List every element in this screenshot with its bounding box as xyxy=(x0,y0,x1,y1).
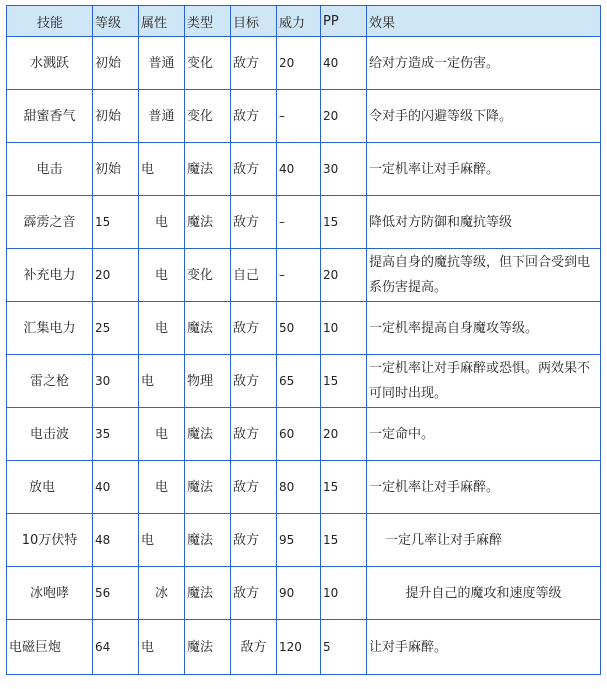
cell-effect: 让对手麻醉。 xyxy=(367,620,601,675)
cell-skill: 放电 xyxy=(7,461,93,514)
table-row xyxy=(7,249,601,302)
cell-skill: 电击波 xyxy=(7,408,93,461)
cell-level: 30 xyxy=(93,355,139,408)
cell-power: 40 xyxy=(277,143,321,196)
cell-pp: 20 xyxy=(321,90,367,143)
cell-power: 95 xyxy=(277,514,321,567)
header-pp: PP xyxy=(321,6,367,37)
cell-type: 魔法 xyxy=(185,302,231,355)
cell-power: – xyxy=(277,90,321,143)
cell-type: 魔法 xyxy=(185,143,231,196)
cell-skill: 电磁巨炮 xyxy=(7,620,93,675)
table-row xyxy=(7,408,601,461)
cell-level: 15 xyxy=(93,196,139,249)
cell-type: 物理 xyxy=(185,355,231,408)
cell-skill: 补充电力 xyxy=(7,249,93,302)
header-row xyxy=(7,6,601,37)
table-row xyxy=(7,514,601,567)
cell-attribute: 电 xyxy=(139,461,185,514)
cell-target: 敌方 xyxy=(231,620,277,675)
cell-attribute: 电 xyxy=(139,408,185,461)
header-target: 目标 xyxy=(231,6,277,37)
cell-level: 40 xyxy=(93,461,139,514)
cell-effect: 提升自己的魔攻和速度等级 xyxy=(367,567,601,620)
cell-skill: 冰咆哮 xyxy=(7,567,93,620)
cell-pp: 10 xyxy=(321,567,367,620)
cell-type: 变化 xyxy=(185,90,231,143)
cell-attribute: 电 xyxy=(139,302,185,355)
cell-pp: 15 xyxy=(321,514,367,567)
table-row xyxy=(7,355,601,408)
cell-level: 初始 xyxy=(93,90,139,143)
cell-pp: 20 xyxy=(321,408,367,461)
cell-type: 魔法 xyxy=(185,514,231,567)
cell-target: 敌方 xyxy=(231,90,277,143)
cell-target: 敌方 xyxy=(231,408,277,461)
cell-target: 敌方 xyxy=(231,355,277,408)
header-power: 威力 xyxy=(277,6,321,37)
header-level: 等级 xyxy=(93,6,139,37)
cell-effect: 令对手的闪避等级下降。 xyxy=(367,90,601,143)
cell-pp: 5 xyxy=(321,620,367,675)
header-attribute: 属性 xyxy=(139,6,185,37)
cell-attribute: 电 xyxy=(139,620,185,675)
cell-effect: 一定机率让对手麻醉。 xyxy=(367,461,601,514)
cell-pp: 40 xyxy=(321,37,367,90)
header-type: 类型 xyxy=(185,6,231,37)
cell-pp: 30 xyxy=(321,143,367,196)
cell-target: 敌方 xyxy=(231,143,277,196)
table-row xyxy=(7,302,601,355)
table-row xyxy=(7,196,601,249)
cell-effect: 一定机率让对手麻醉或恐惧。两效果不可同时出现。 xyxy=(367,355,601,408)
header-skill: 技能 xyxy=(7,6,93,37)
header-effect: 效果 xyxy=(367,6,601,37)
table-row xyxy=(7,37,601,90)
cell-pp: 15 xyxy=(321,461,367,514)
cell-level: 25 xyxy=(93,302,139,355)
cell-pp: 10 xyxy=(321,302,367,355)
cell-type: 变化 xyxy=(185,249,231,302)
cell-target: 敌方 xyxy=(231,461,277,514)
table-row xyxy=(7,143,601,196)
cell-effect: 一定命中。 xyxy=(367,408,601,461)
cell-attribute: 普通 xyxy=(139,37,185,90)
cell-attribute: 电 xyxy=(139,514,185,567)
cell-attribute: 电 xyxy=(139,355,185,408)
cell-level: 初始 xyxy=(93,37,139,90)
table-row xyxy=(7,567,601,620)
cell-power: 20 xyxy=(277,37,321,90)
cell-skill: 水溅跃 xyxy=(7,37,93,90)
cell-type: 魔法 xyxy=(185,196,231,249)
cell-type: 变化 xyxy=(185,37,231,90)
cell-level: 20 xyxy=(93,249,139,302)
cell-effect: 给对方造成一定伤害。 xyxy=(367,37,601,90)
cell-pp: 15 xyxy=(321,196,367,249)
cell-skill: 雷之枪 xyxy=(7,355,93,408)
cell-target: 敌方 xyxy=(231,514,277,567)
cell-power: – xyxy=(277,249,321,302)
cell-attribute: 电 xyxy=(139,196,185,249)
cell-level: 64 xyxy=(93,620,139,675)
skill-table xyxy=(6,5,601,675)
cell-type: 魔法 xyxy=(185,461,231,514)
cell-attribute: 普通 xyxy=(139,90,185,143)
table-row xyxy=(7,620,601,675)
cell-effect: 一定几率让对手麻醉 xyxy=(367,514,601,567)
cell-effect: 降低对方防御和魔抗等级 xyxy=(367,196,601,249)
cell-attribute: 冰 xyxy=(139,567,185,620)
cell-target: 敌方 xyxy=(231,302,277,355)
cell-pp: 20 xyxy=(321,249,367,302)
cell-power: 80 xyxy=(277,461,321,514)
cell-effect: 一定机率提高自身魔攻等级。 xyxy=(367,302,601,355)
cell-skill: 电击 xyxy=(7,143,93,196)
cell-target: 敌方 xyxy=(231,196,277,249)
cell-level: 48 xyxy=(93,514,139,567)
cell-power: – xyxy=(277,196,321,249)
cell-skill: 汇集电力 xyxy=(7,302,93,355)
cell-attribute: 电 xyxy=(139,143,185,196)
table-row xyxy=(7,461,601,514)
cell-power: 65 xyxy=(277,355,321,408)
cell-skill: 10万伏特 xyxy=(7,514,93,567)
cell-power: 120 xyxy=(277,620,321,675)
cell-power: 90 xyxy=(277,567,321,620)
cell-level: 初始 xyxy=(93,143,139,196)
cell-power: 60 xyxy=(277,408,321,461)
cell-target: 敌方 xyxy=(231,567,277,620)
cell-target: 自己 xyxy=(231,249,277,302)
cell-skill: 霹雳之音 xyxy=(7,196,93,249)
cell-type: 魔法 xyxy=(185,567,231,620)
cell-effect: 提高自身的魔抗等级，但下回合受到电系伤害提高。 xyxy=(367,249,601,302)
cell-level: 35 xyxy=(93,408,139,461)
cell-level: 56 xyxy=(93,567,139,620)
cell-power: 50 xyxy=(277,302,321,355)
cell-type: 魔法 xyxy=(185,408,231,461)
cell-attribute: 电 xyxy=(139,249,185,302)
cell-pp: 15 xyxy=(321,355,367,408)
cell-type: 魔法 xyxy=(185,620,231,675)
cell-target: 敌方 xyxy=(231,37,277,90)
cell-skill: 甜蜜香气 xyxy=(7,90,93,143)
table-row xyxy=(7,90,601,143)
cell-effect: 一定机率让对手麻醉。 xyxy=(367,143,601,196)
